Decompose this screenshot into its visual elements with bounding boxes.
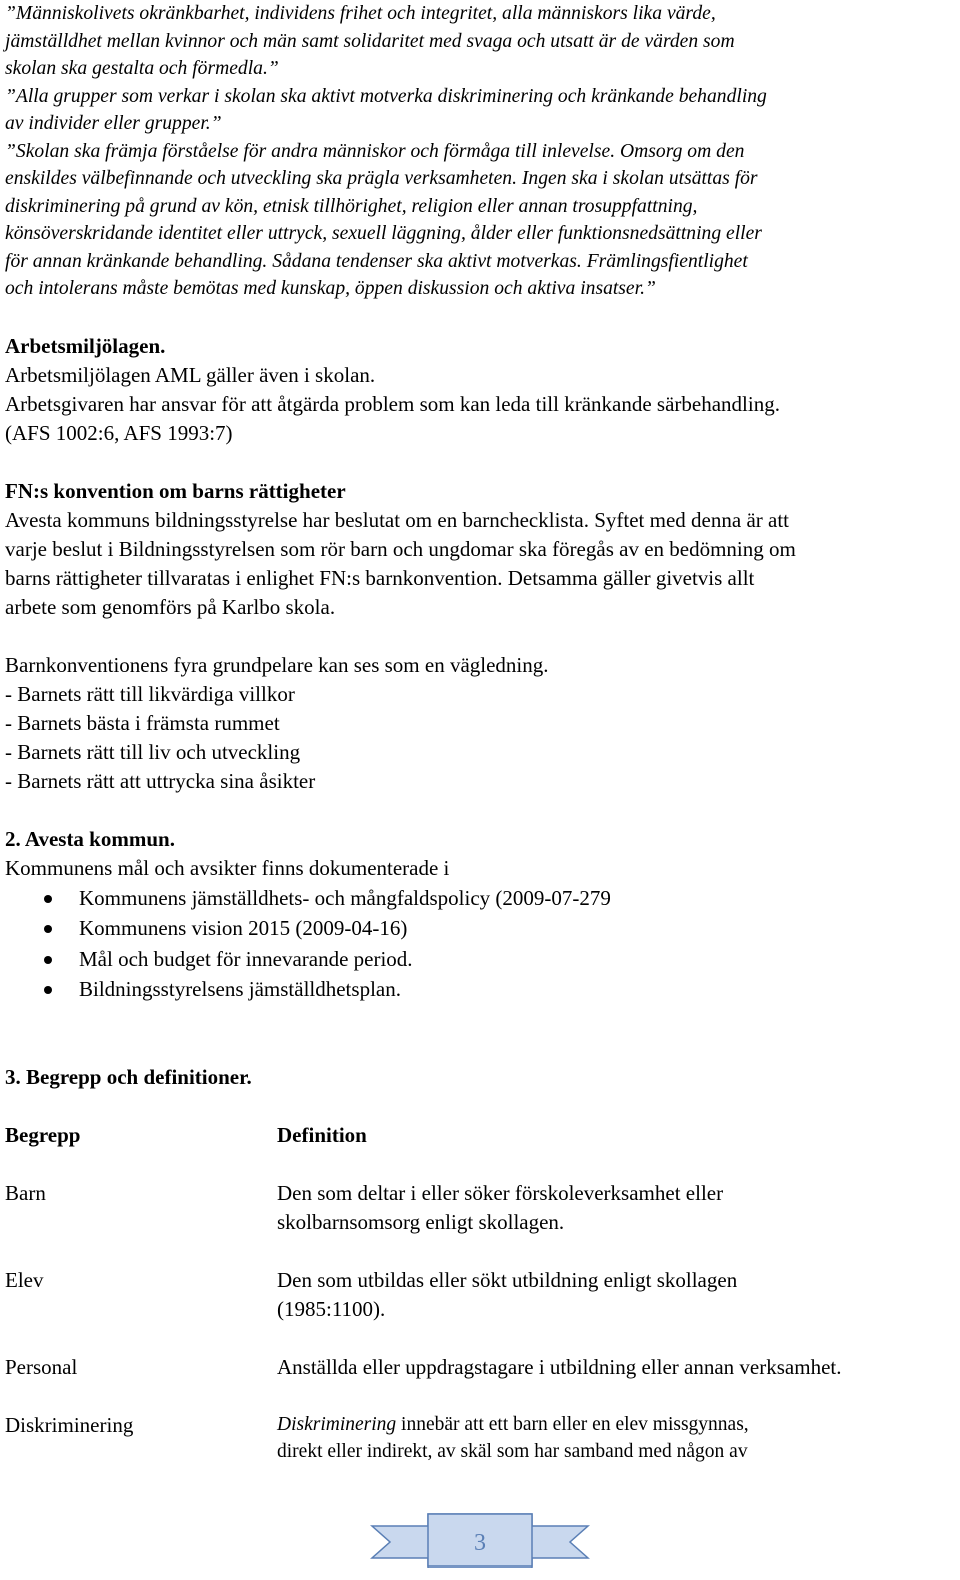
fn-heading: FN:s konvention om barns rättigheter <box>5 478 346 503</box>
quote-line: ”Skolan ska främja förståelse för andra människor och förmåga till inlevelse. Omsorg om den <box>5 140 745 162</box>
definition-row <box>5 1266 955 1324</box>
definition-line: (1985:1100). <box>277 1296 386 1321</box>
aml-line: Arbetsgivaren har ansvar för att åtgärda problem som kan leda till kränkande särbehandling. <box>5 391 780 416</box>
pillar-item: - Barnets rätt till likvärdiga villkor <box>5 681 295 706</box>
quote-line: könsöverskridande identitet eller uttryck, sexuell läggning, ålder eller funktionsnedsättning eller <box>5 223 762 244</box>
definition <box>277 1179 955 1237</box>
definition-italic: Diskriminering <box>277 1413 397 1435</box>
aml-heading: Arbetsmiljölagen. <box>5 333 166 358</box>
fn-line: varje beslut i Bildningsstyrelsen som rör barn och ungdomar ska föregås av en bedömning om <box>5 536 796 561</box>
section-2-heading: 2. Avesta kommun. <box>5 826 175 851</box>
aml-line: (AFS 1002:6, AFS 1993:7) <box>5 420 233 445</box>
fn-line: barns rättigheter tillvaratas i enlighet FN:s barnkonvention. Detsamma gäller givetvis allt <box>5 565 755 590</box>
list-item: Kommunens jämställdhets- och mångfaldspolicy (2009-07-279 <box>5 883 955 914</box>
document-page <box>5 0 955 1465</box>
definition-row <box>5 1353 955 1382</box>
definition-line: Den som deltar i eller söker förskoleverksamhet eller <box>277 1180 724 1205</box>
term: Diskriminering <box>5 1412 134 1437</box>
definitions-header <box>5 1121 955 1150</box>
definition-line: direkt eller indirekt, av skäl som har samband med någon av <box>277 1440 748 1462</box>
fn-section <box>5 477 955 796</box>
page-number: 3 <box>474 1530 486 1556</box>
quote-line: enskildes välbefinnande och utveckling ska prägla verksamheten. Ingen ska i skolan utsättas för <box>5 168 758 189</box>
term: Elev <box>5 1267 44 1292</box>
quote-line: och intolerans måste bemötas med kunskap, öppen diskussion och aktiva insatser.” <box>5 278 656 299</box>
scroll-banner <box>0 1508 960 1568</box>
definition <box>277 1353 955 1382</box>
definition-row <box>5 1179 955 1237</box>
list-item: Bildningsstyrelsens jämställdhetsplan. <box>5 974 955 1005</box>
pillar-item: - Barnets rätt till liv och utveckling <box>5 739 301 764</box>
definition-row <box>5 1411 955 1465</box>
definition-line: Anställda eller uppdragstagare i utbildning eller annan verksamhet. <box>277 1354 842 1379</box>
definition-line: innebär att ett barn eller en elev missgynnas, <box>396 1413 749 1435</box>
column-term-header: Begrepp <box>5 1122 81 1147</box>
aml-line: Arbetsmiljölagen AML gäller även i skolan. <box>5 362 376 387</box>
aml-section <box>5 332 955 448</box>
quote-line: skolan ska gestalta och förmedla.” <box>5 58 279 79</box>
fn-line: arbete som genomförs på Karlbo skola. <box>5 594 336 619</box>
quote-line: ”Människolivets okränkbarhet, individens frihet och integritet, alla människors lika värde, <box>5 3 716 24</box>
pillar-item: - Barnets rätt att uttrycka sina åsikter <box>5 768 316 793</box>
fn-line: Avesta kommuns bildningsstyrelse har beslutat om en barnchecklista. Syftet med denna är att <box>5 507 789 532</box>
list-item: Mål och budget för innevarande period. <box>5 944 955 975</box>
definition <box>277 1266 955 1324</box>
document-list <box>5 883 955 1005</box>
pillar-item: - Barnets bästa i främsta rummet <box>5 710 280 735</box>
quote-line: ”Alla grupper som verkar i skolan ska aktivt motverka diskriminering och kränkande behandling <box>5 85 767 107</box>
quote-line: av individer eller grupper.” <box>5 113 222 134</box>
section-3-heading: 3. Begrepp och definitioner. <box>5 1064 252 1089</box>
definition <box>277 1411 955 1465</box>
quote-line: för annan kränkande behandling. Sådana tendenser ska aktivt motverkas. Främlingsfientlighet <box>5 250 748 272</box>
column-definition-header: Definition <box>277 1122 367 1147</box>
page-footer <box>0 1508 960 1568</box>
quote-line: jämställdhet mellan kvinnor och män samt solidaritet med svaga och utsatt är de värden som <box>5 30 735 52</box>
curriculum-quote <box>5 0 955 303</box>
section-2-intro: Kommunens mål och avsikter finns dokumenterade i <box>5 855 450 880</box>
definition-line: skolbarnsomsorg enligt skollagen. <box>277 1209 565 1234</box>
list-item: Kommunens vision 2015 (2009-04-16) <box>5 913 955 944</box>
section-2 <box>5 825 955 1005</box>
section-3 <box>5 1063 955 1465</box>
pillars-intro: Barnkonventionens fyra grundpelare kan ses som en vägledning. <box>5 652 549 677</box>
definition-line: Den som utbildas eller sökt utbildning enligt skollagen <box>277 1267 738 1292</box>
term: Personal <box>5 1354 78 1379</box>
quote-line: diskriminering på grund av kön, etnisk tillhörighet, religion eller annan trosuppfattning, <box>5 195 698 217</box>
term: Barn <box>5 1180 46 1205</box>
